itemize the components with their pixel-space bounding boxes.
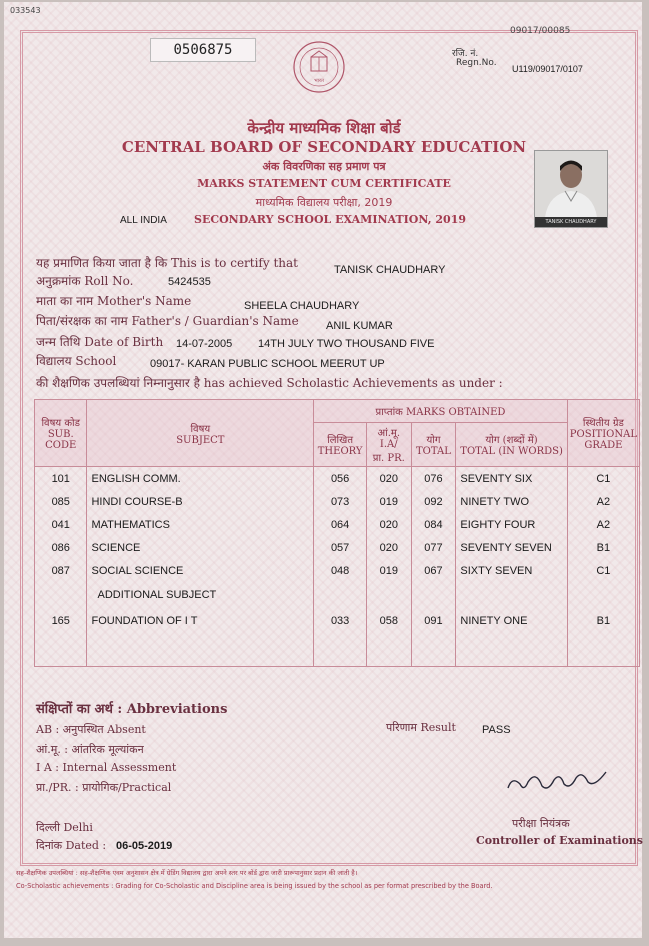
- cell-ia: 019: [367, 559, 411, 582]
- cell-code: 086: [35, 536, 87, 559]
- col-pr: प्रा. PR.: [372, 453, 405, 464]
- col-grade-hi: स्थितीय ग्रेड: [582, 418, 624, 429]
- col-grade-en: POSITIONAL GRADE: [569, 429, 637, 451]
- cell-theory: 033: [314, 608, 367, 634]
- table-row: [35, 467, 640, 491]
- abbr-ia-english: I A : Internal Assessment: [36, 761, 177, 774]
- empty-cell: [367, 582, 411, 608]
- exam-title-english: SECONDARY SCHOOL EXAMINATION, 2019: [194, 213, 467, 226]
- empty-cell: [456, 582, 567, 608]
- dob-words: 14TH JULY TWO THOUSAND FIVE: [258, 338, 435, 350]
- cell-words: SIXTY SEVEN: [456, 559, 567, 582]
- col-code-hi: विषय कोड: [41, 418, 80, 429]
- certificate-sheet: [4, 2, 642, 938]
- cell-grade: B1: [567, 608, 639, 634]
- cert-title-hindi: अंक विवरणिका सह प्रमाण पत्र: [262, 160, 386, 173]
- controller-english: Controller of Examinations: [476, 834, 643, 847]
- doc-number: 033543: [10, 6, 41, 15]
- region: ALL INDIA: [120, 215, 167, 226]
- cell-total: 091: [411, 608, 456, 634]
- col-total-hi: योग: [426, 435, 441, 446]
- col-code-en: SUB. CODE: [45, 429, 77, 451]
- cell-ia: 020: [367, 513, 411, 536]
- cell-total: 092: [411, 490, 456, 513]
- controller-signature-icon: [502, 762, 612, 800]
- cell-words: SEVENTY SEVEN: [456, 536, 567, 559]
- empty-cell: [35, 582, 87, 608]
- cell-subject: ENGLISH COMM.: [87, 467, 314, 491]
- abbr-title: संक्षिप्तों का अर्थ : Abbreviations: [36, 702, 228, 717]
- marks-table: [34, 399, 640, 667]
- roll-number: 5424535: [168, 276, 211, 288]
- col-words-en: TOTAL (IN WORDS): [460, 446, 563, 457]
- cell-subject: FOUNDATION OF I T: [87, 608, 314, 634]
- regn-label-en: Regn.No.: [456, 58, 497, 68]
- cell-grade: A2: [567, 513, 639, 536]
- cell-grade: C1: [567, 467, 639, 491]
- cell-theory: 057: [314, 536, 367, 559]
- col-theory: [314, 423, 367, 467]
- abbr-absent: AB : अनुपस्थित Absent: [36, 723, 146, 736]
- col-theory-hi: लिखित: [327, 435, 354, 446]
- cell-code: 165: [35, 608, 87, 634]
- place: दिल्ली Delhi: [36, 821, 93, 834]
- cell-code: 085: [35, 490, 87, 513]
- cell-total: 084: [411, 513, 456, 536]
- empty-cell: [35, 634, 87, 667]
- cell-subject: MATHEMATICS: [87, 513, 314, 536]
- cell-theory: 073: [314, 490, 367, 513]
- table-filler-row: [35, 634, 640, 667]
- issue-date: 06-05-2019: [116, 840, 173, 852]
- mother-name: SHEELA CHAUDHARY: [244, 300, 360, 312]
- table-row: [35, 513, 640, 536]
- cell-total: 067: [411, 559, 456, 582]
- cell-theory: 056: [314, 467, 367, 491]
- father-label: पिता/संरक्षक का नाम Father's / Guardian's Name: [36, 314, 299, 328]
- cell-grade: C1: [567, 559, 639, 582]
- cell-code: 101: [35, 467, 87, 491]
- father-name: ANIL KUMAR: [326, 320, 393, 332]
- col-marks-obtained: प्राप्तांक MARKS OBTAINED: [314, 400, 568, 423]
- col-words: [456, 423, 567, 467]
- empty-cell: [456, 634, 567, 667]
- regn-number: U119/09017/0107: [512, 64, 583, 74]
- roll-label: अनुक्रमांक Roll No.: [36, 274, 134, 288]
- col-total: [411, 423, 456, 467]
- student-photo: [534, 150, 608, 228]
- cell-theory: 064: [314, 513, 367, 536]
- cell-words: EIGHTY FOUR: [456, 513, 567, 536]
- cell-subject: SOCIAL SCIENCE: [87, 559, 314, 582]
- cell-words: NINETY TWO: [456, 490, 567, 513]
- certify-label: यह प्रमाणित किया जाता है कि This is to certify that: [36, 256, 298, 270]
- col-ia-hi: आं.मू.: [377, 428, 401, 439]
- additional-subject-label: ADDITIONAL SUBJECT: [87, 582, 314, 608]
- col-subject-hi: विषय: [190, 423, 211, 435]
- col-code: [35, 400, 87, 467]
- abbr-ia-hindi: आं.मू. : आंतरिक मूल्यांकन: [36, 743, 144, 756]
- cell-total: 077: [411, 536, 456, 559]
- col-grade: [567, 400, 639, 467]
- note-hindi: सह-शैक्षणिक उपलब्धियां : सह-शैक्षणिक एवम अनुशासन क्षेत्र में ग्रेडिंग विद्यालय द्वारा अपने स्तर पर बोर्ड द्वारा जारी प्रारूपानुसार प्रदान की जाती है।: [16, 869, 358, 877]
- table-row: [35, 490, 640, 513]
- table-row: [35, 536, 640, 559]
- dated-label: दिनांक Dated :: [36, 839, 107, 852]
- table-header-row-1: [35, 400, 640, 423]
- student-portrait-icon: [535, 151, 607, 217]
- cell-grade: A2: [567, 490, 639, 513]
- empty-cell: [314, 634, 367, 667]
- empty-cell: [411, 634, 456, 667]
- cert-title-english: MARKS STATEMENT CUM CERTIFICATE: [197, 177, 451, 190]
- marks-body: [35, 467, 640, 667]
- cell-words: NINETY ONE: [456, 608, 567, 634]
- note-english: Co-Scholastic achievements : Grading for Co-Scholastic and Discipline area is being issued by the school as per format prescribed by the Board.: [16, 882, 493, 890]
- cell-code: 087: [35, 559, 87, 582]
- exam-title-hindi: माध्यमिक विद्यालय परीक्षा, 2019: [255, 196, 393, 209]
- top-code: 09017/00085: [510, 26, 571, 36]
- cell-ia: 019: [367, 490, 411, 513]
- col-words-hi: योग (शब्दों में): [485, 435, 538, 446]
- achieved-label: की शैक्षणिक उपलब्धियां निम्नानुसार है has achieved Scholastic Achievements as under :: [36, 376, 503, 390]
- cell-ia: 058: [367, 608, 411, 634]
- empty-cell: [567, 634, 639, 667]
- additional-subject-row: [35, 582, 640, 608]
- controller-hindi: परीक्षा नियंत्रक: [512, 817, 570, 830]
- school-name: 09017- KARAN PUBLIC SCHOOL MEERUT UP: [150, 358, 385, 370]
- cell-grade: B1: [567, 536, 639, 559]
- emblem-text: भारत: [314, 78, 324, 84]
- empty-cell: [367, 634, 411, 667]
- result-label: परिणाम Result: [386, 721, 456, 734]
- table-row: [35, 559, 640, 582]
- table-row-additional: [35, 608, 640, 634]
- serial-number: 0506875: [150, 38, 256, 62]
- abbr-practical: प्रा./PR. : प्रायोगिक/Practical: [36, 781, 172, 794]
- cell-ia: 020: [367, 536, 411, 559]
- dob-label: जन्म तिथि Date of Birth: [36, 335, 164, 349]
- result-value: PASS: [482, 724, 511, 736]
- col-ia-pr: [367, 423, 411, 467]
- cbse-emblem-icon: [292, 40, 346, 94]
- cell-words: SEVENTY SIX: [456, 467, 567, 491]
- col-subject: [87, 400, 314, 467]
- col-theory-en: THEORY: [317, 446, 363, 457]
- cell-ia: 020: [367, 467, 411, 491]
- col-subject-en: SUBJECT: [176, 434, 225, 446]
- mother-label: माता का नाम Mother's Name: [36, 294, 192, 308]
- cell-subject: SCIENCE: [87, 536, 314, 559]
- col-ia-en: I.A/: [379, 439, 398, 450]
- cell-code: 041: [35, 513, 87, 536]
- empty-cell: [567, 582, 639, 608]
- photo-caption: TANISK CHAUDHARY: [535, 217, 607, 227]
- cell-theory: 048: [314, 559, 367, 582]
- empty-cell: [411, 582, 456, 608]
- cell-total: 076: [411, 467, 456, 491]
- cell-subject: HINDI COURSE-B: [87, 490, 314, 513]
- student-name: TANISK CHAUDHARY: [334, 264, 446, 276]
- col-total-en: TOTAL: [416, 446, 451, 457]
- empty-cell: [314, 582, 367, 608]
- dob: 14-07-2005: [176, 338, 233, 350]
- board-name-hindi: केन्द्रीय माध्यमिक शिक्षा बोर्ड: [247, 119, 401, 137]
- school-label: विद्यालय School: [36, 354, 117, 368]
- board-name-english: CENTRAL BOARD OF SECONDARY EDUCATION: [121, 138, 527, 156]
- regn-label-hi: रजि. नं.: [452, 49, 479, 59]
- empty-cell: [87, 634, 314, 667]
